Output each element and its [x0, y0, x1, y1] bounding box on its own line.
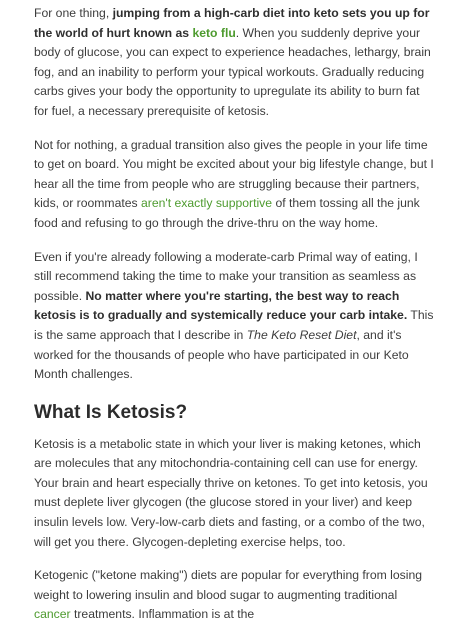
link-keto-flu[interactable]: keto flu	[192, 25, 236, 40]
paragraph-primal-transition	[34, 248, 436, 385]
text: For one thing,	[34, 6, 113, 20]
text: Ketogenic ("ketone making") diets are popular for everything from losing weight to lowering insulin and blood sugar to augmenting traditional	[34, 568, 423, 602]
paragraph-what-is-ketosis: Ketosis is a metabolic state in which your liver is making ketones, which are molecules that any mitochondria-containing cell can use for energy. Your brain and heart especially thrive on ketones. To get into ketosis, you must deplete liver glycogen (the glucose stored in your liver) and keep insulin levels low. Very-low-carb diets and fasting, or a combo of the two, will get you there. Glycogen-depleting exercise helps, too.	[34, 436, 428, 549]
bold-text: No matter where you're starting, the best way to reach ketosis is to gradually and systemically reduce your carb intake.	[34, 288, 408, 323]
book-title: The Keto Reset Diet	[246, 327, 357, 342]
text: Not for nothing, a gradual transition also gives the people in your life time to get on board. You might be excited about your big lifestyle change, but I hear all the time from people who are struggling because their partners, kids, or roommates	[34, 137, 434, 211]
link-not-supportive[interactable]: aren't exactly supportive	[141, 196, 273, 211]
section-heading: What Is Ketosis?	[34, 401, 188, 423]
text: . When you suddenly deprive your body of glucose, you can expect to experience headaches, lethargy, brain fog, and an inability to perform your typical workouts. Gradually reducing carbs gives your body the opportunity to upregulate its ability to burn fat for fuel, a necessary prerequisite of ketosis.	[34, 25, 431, 118]
article-body	[0, 4, 454, 625]
paragraph-ketogenic-diets	[34, 566, 436, 625]
link-cancer[interactable]: cancer	[34, 607, 71, 622]
text: treatments. Inflammation is at the	[70, 607, 255, 622]
bold-text: jumping from a high-carb diet into keto sets you up for the world of hurt known as	[34, 6, 430, 40]
text: Even if you're already following a moderate-carb Primal way of eating, I still recommend taking the time to make your transition as seamless as possible.	[34, 249, 418, 303]
paragraph-gradual-transition	[34, 136, 436, 234]
text: of them tossing all the junk food and refusing to go through the drive-thru on the way home.	[34, 196, 420, 230]
text: , and it's worked for the thousands of people who have participated in our Keto Month challenges.	[34, 327, 409, 382]
text: This is the same approach that I describe in	[34, 308, 434, 342]
paragraph-keto-flu	[34, 4, 436, 122]
